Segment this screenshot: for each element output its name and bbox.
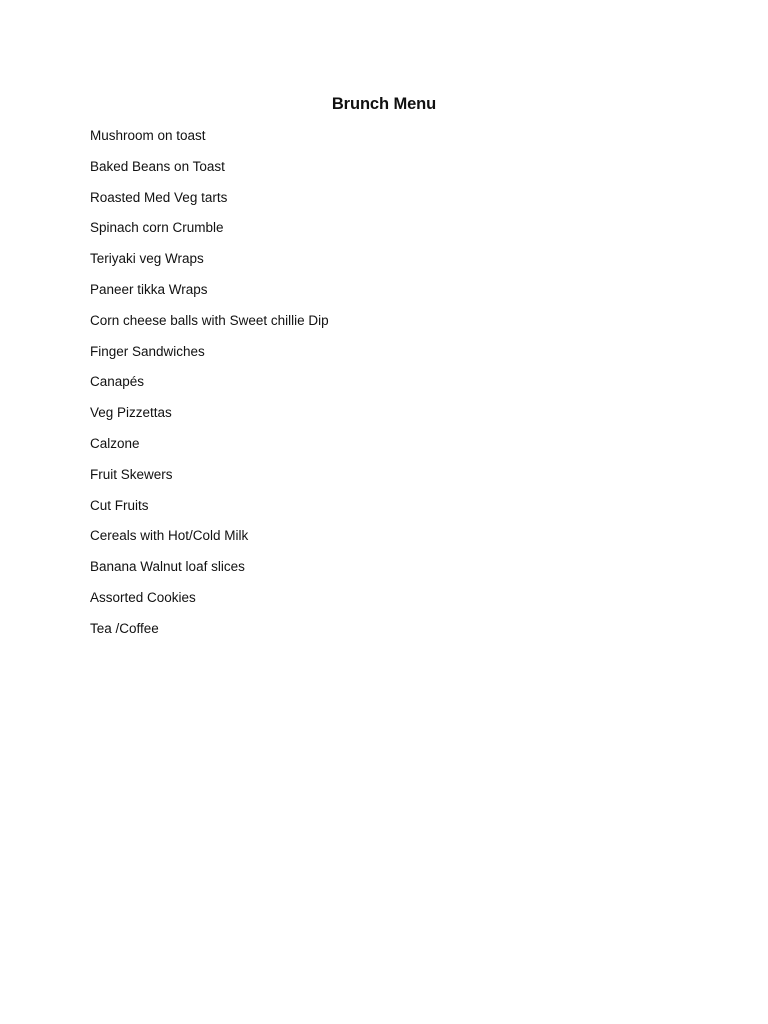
menu-item: Cut Fruits	[90, 497, 149, 513]
menu-item: Tea /Coffee	[90, 620, 159, 636]
menu-item: Veg Pizzettas	[90, 405, 172, 421]
menu-item: Teriyaki veg Wraps	[90, 251, 204, 267]
menu-item: Calzone	[90, 435, 140, 451]
menu-item: Finger Sandwiches	[90, 343, 205, 359]
menu-item: Fruit Skewers	[90, 466, 173, 482]
menu-item: Baked Beans on Toast	[90, 158, 225, 174]
menu-item: Assorted Cookies	[90, 589, 196, 605]
menu-item: Mushroom on toast	[90, 128, 206, 143]
menu-item: Cereals with Hot/Cold Milk	[90, 528, 249, 544]
menu-item: Spinach corn Crumble	[90, 220, 224, 236]
menu-item: Banana Walnut loaf slices	[90, 559, 245, 575]
menu-list	[90, 127, 329, 651]
menu-item: Corn cheese balls with Sweet chillie Dip	[90, 312, 329, 328]
menu-item: Paneer tikka Wraps	[90, 281, 208, 297]
page-title: Brunch Menu	[331, 95, 437, 113]
menu-item: Canapés	[90, 374, 145, 390]
menu-item: Roasted Med Veg tarts	[90, 189, 228, 205]
